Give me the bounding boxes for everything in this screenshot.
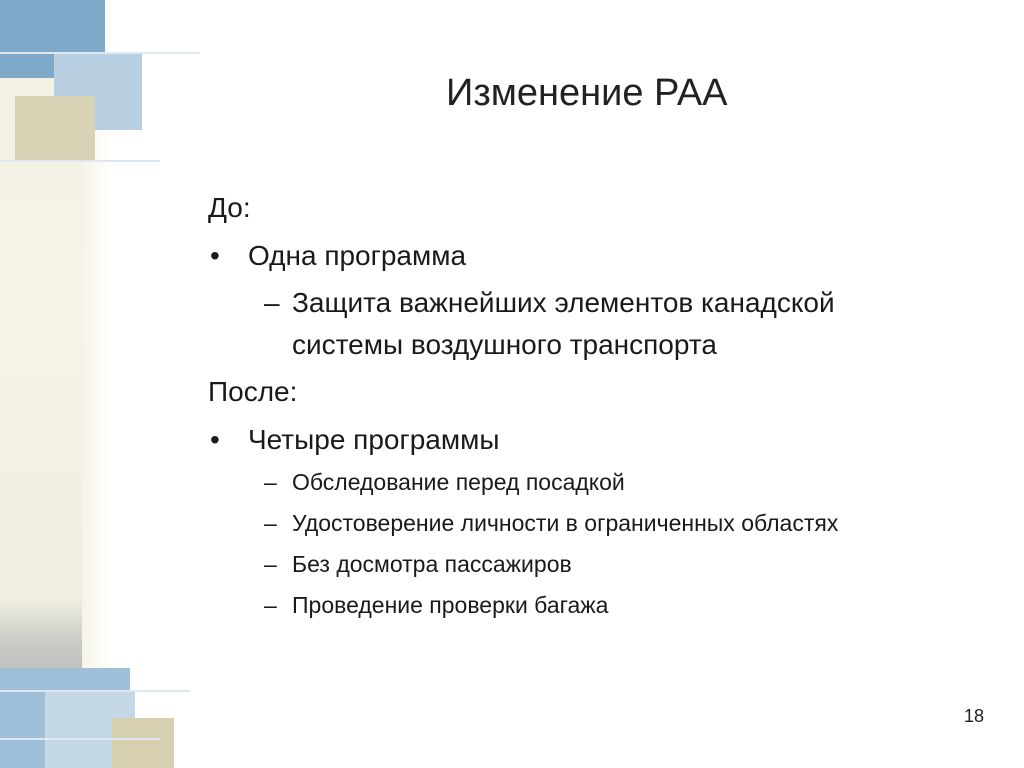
decorative-line (0, 160, 160, 162)
slide-title: Изменение РАА (446, 72, 728, 114)
dash-marker: – (264, 469, 277, 495)
bullet-marker: • (210, 424, 220, 455)
dash-marker: – (264, 592, 277, 618)
decorative-square (15, 96, 95, 162)
after-sub-item (208, 507, 998, 539)
dash-marker: – (264, 551, 277, 577)
after-sub-item (208, 548, 998, 580)
after-sub-item-text: Без досмотра пассажиров (292, 551, 572, 577)
after-sub-item (208, 466, 998, 498)
decorative-line (0, 690, 190, 692)
before-sub-item-text: Защита важнейших элементов канадской системы воздушного транспорта (292, 287, 835, 360)
decorative-line (0, 52, 200, 54)
after-sub-item-text: Обследование перед посадкой (292, 469, 625, 495)
dash-marker: – (264, 510, 277, 536)
before-bullet (208, 236, 998, 276)
after-sub-item-text: Удостоверение личности в ограниченных областях (292, 510, 839, 536)
after-bullet-text: Четыре программы (248, 424, 500, 455)
decorative-square (112, 718, 174, 768)
after-sub-item-text: Проведение проверки багажа (292, 592, 609, 618)
decorative-left-band (0, 0, 210, 768)
bullet-marker: • (210, 240, 220, 271)
after-sub-item (208, 589, 998, 621)
slide-body (208, 188, 998, 630)
before-bullet-text: Одна программа (248, 240, 467, 271)
decorative-line (0, 738, 160, 740)
before-heading: До: (208, 192, 251, 223)
after-heading: После: (208, 376, 298, 407)
before-sub-item (208, 282, 932, 366)
dash-marker: – (264, 287, 280, 318)
after-bullet (208, 420, 998, 460)
page-number: 18 (964, 706, 985, 726)
